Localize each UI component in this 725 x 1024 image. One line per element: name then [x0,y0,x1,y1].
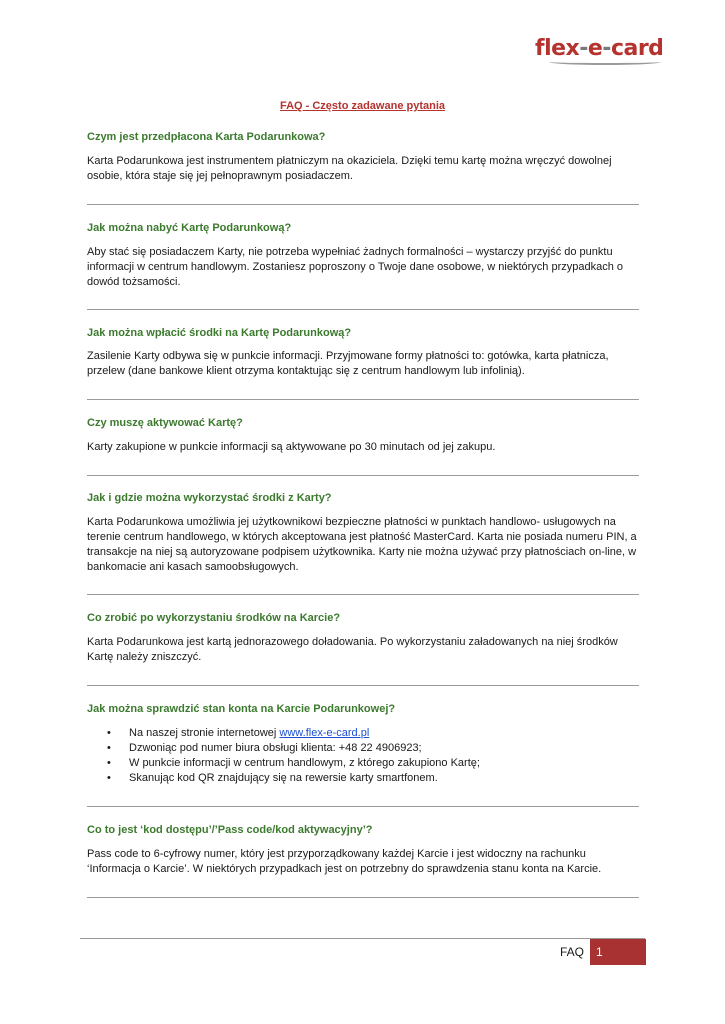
faq-question: Co zrobić po wykorzystaniu środków na Karcie? [87,612,341,624]
page-number-badge [590,939,646,965]
footer-label: FAQ [560,945,585,959]
faq-item [87,417,639,429]
bullet-text: Na naszej stronie internetowej [129,727,280,739]
logo-dash: - [579,36,588,61]
faq-bullet-list [87,726,639,786]
bullet-text: W punkcie informacji w centrum handlowym, z którego zakupiono Kartę; [129,757,480,769]
faq-item [87,131,639,143]
faq-answer-block [87,440,639,455]
faq-answer: Karta Podarunkowa jest instrumentem płatniczym na okaziciela. Dzięki temu kartę można wręczyć dowolnej osobie, która staje się jej pełnoprawnym posiadaczem. [87,155,612,182]
faq-answer-block [87,515,639,575]
divider [87,399,639,400]
faq-question: Czy muszę aktywować Kartę? [87,417,243,429]
divider [87,594,639,595]
faq-answer-block [87,349,639,379]
logo-dash: - [602,36,611,61]
faq-question: Jak można nabyć Kartę Podarunkową? [87,222,292,234]
faq-item [87,222,639,234]
faq-question: Czym jest przedpłacona Karta Podarunkowa? [87,131,326,143]
faq-item [87,824,639,836]
list-item [87,756,639,771]
faq-answer-block [87,245,639,290]
logo-text-flex: flex [535,36,580,61]
divider [87,685,639,686]
faq-question: Co to jest ‘kod dostępu’/’Pass code/kod aktywacyjny’? [87,824,373,836]
faq-question: Jak można wpłacić środki na Kartę Podarunkową? [87,327,352,339]
footer-divider [80,938,645,939]
faq-answer-block [87,847,639,877]
faq-answer: Aby stać się posiadaczem Karty, nie potrzeba wypełniać żadnych formalności – wystarczy przyjść do punktu informacji w centrum handlowym. Zostaniesz poproszony o Twoje dane osobowe, w niektórych przypadkach o dowód tożsamości. [87,246,624,288]
faq-answer: Pass code to 6-cyfrowy numer, który jest przyporządkowany każdej Karcie i jest widoczny na rachunku ‘Informacja o Karcie’. W niektórych przypadkach jest on potrzebny do sprawdzenia stanu konta na Karcie. [87,848,602,875]
faq-answer: Karta Podarunkowa jest kartą jednorazowego doładowania. Po wykorzystaniu załadowanych na niej środków Kartę należy zniszczyć. [87,636,618,663]
faq-answer: Zasilenie Karty odbywa się w punkcie informacji. Przyjmowane formy płatności to: gotówka, karta płatnicza, przelew (dane bankowe klient otrzyma kontaktując się z centrum handlowym lub infolinią). [87,350,609,377]
bullet-text: Skanując kod QR znajdujący się na rewersie karty smartfonem. [129,772,438,784]
list-item [87,771,639,786]
logo-swoosh [549,59,661,65]
logo-text-e: e [587,36,603,61]
faq-question: Jak i gdzie można wykorzystać środki z Karty? [87,492,332,504]
faq-item [87,492,639,504]
page-number: 1 [596,945,603,959]
website-link[interactable]: www.flex-e-card.pl [279,727,370,739]
faq-item [87,703,639,715]
page-title: FAQ - Często zadawane pytania [279,100,446,112]
logo-text-card: card [610,36,664,61]
divider [87,806,639,807]
faq-item [87,327,639,339]
faq-answer: Karty zakupione w punkcie informacji są aktywowane po 30 minutach od jej zakupu. [87,441,496,453]
flex-e-card-logo [535,38,663,60]
faq-item [87,612,639,624]
divider [87,897,639,898]
faq-answer-block [87,635,639,665]
bullet-text: Dzwoniąc pod numer biura obsługi klienta: +48 22 4906923; [129,742,422,754]
faq-answer-block [87,154,639,184]
faq-answer: Karta Podarunkowa umożliwia jej użytkownikowi bezpieczne płatności w punktach handlowo- usługowych na terenie centrum handlowego, w których akceptowana jest płatność MasterCard. Karta nie posiada numeru PIN, a transakcje na niej są autoryzowane podpisem użytkownika. Karty nie można używać przy płatnościach on-line, w bankomacie ani kasach samoobsługowych. [87,516,637,573]
divider [87,204,639,205]
divider [87,475,639,476]
divider [87,309,639,310]
list-item [87,726,639,741]
list-item [87,741,639,756]
faq-question: Jak można sprawdzić stan konta na Karcie Podarunkowej? [87,703,396,715]
